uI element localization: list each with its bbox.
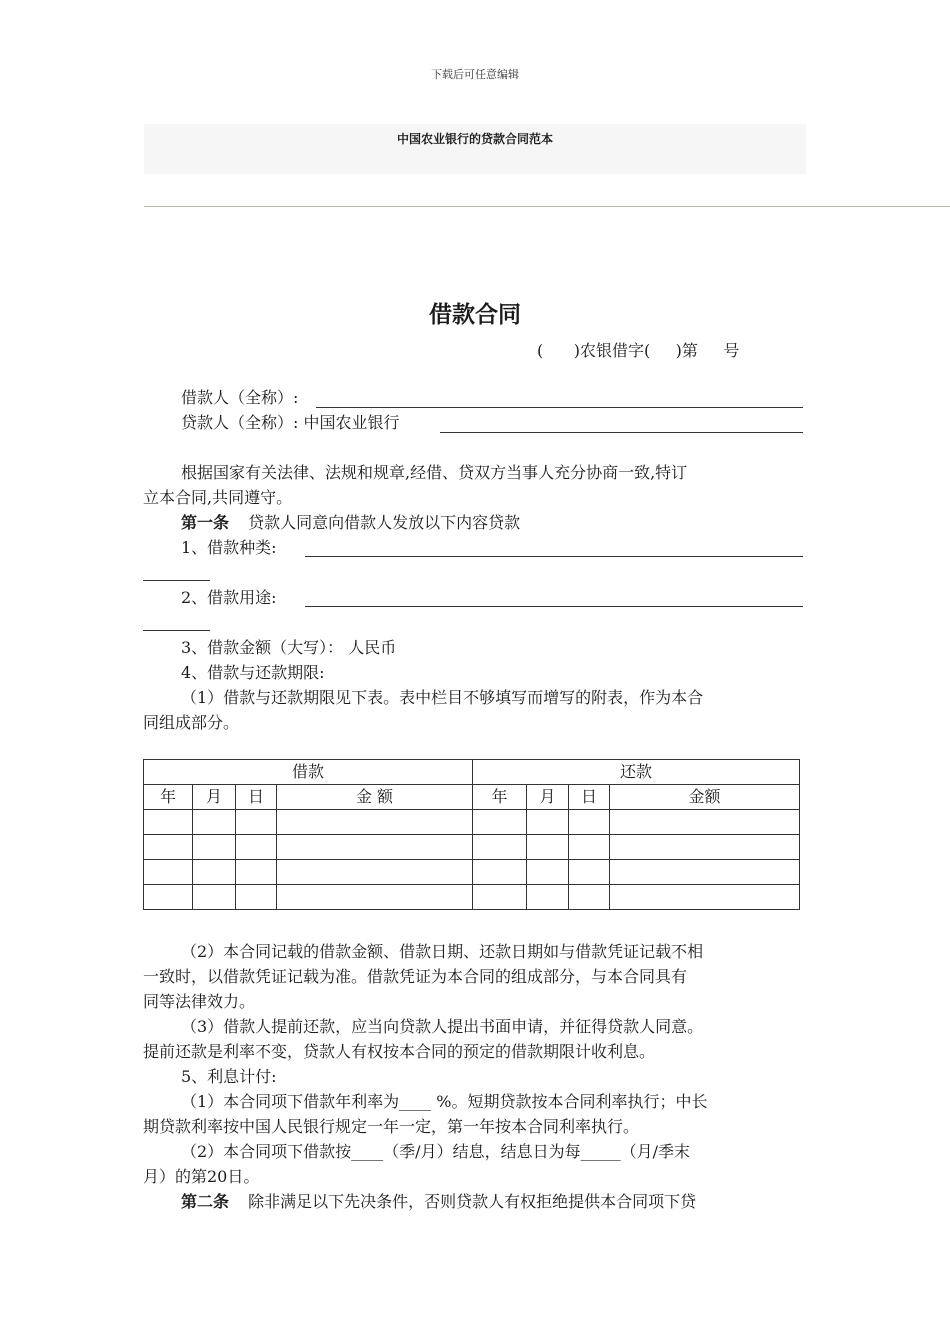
loan-purpose-label: 2、借款用途: bbox=[181, 588, 277, 607]
clause-2-line-1: （2）本合同记载的借款金额、借款日期、还款日期如与借款凭证记载不相 bbox=[181, 942, 704, 961]
table-cell[interactable] bbox=[569, 885, 610, 910]
clause-2-line-2: 一致时，以借款凭证记载为准。借款凭证为本合同的组成部分，与本合同具有 bbox=[143, 967, 688, 986]
table-cell[interactable] bbox=[144, 860, 193, 885]
loan-year-header: 年 bbox=[144, 785, 193, 810]
clause-3-line-2: 提前还款是利率不变，贷款人有权按本合同的预定的借款期限计收利息。 bbox=[143, 1042, 656, 1061]
table-row bbox=[144, 860, 800, 885]
header-band bbox=[144, 124, 806, 174]
article-2-heading: 第二条 bbox=[181, 1192, 230, 1211]
table-cell[interactable] bbox=[193, 860, 236, 885]
clause-3-line-1: （3）借款人提前还款，应当向贷款人提出书面申请，并征得贷款人同意。 bbox=[181, 1017, 704, 1036]
article-2-text: 除非满足以下先决条件，否则贷款人有权拒绝提供本合同项下贷 bbox=[248, 1192, 697, 1211]
table-cell[interactable] bbox=[473, 885, 527, 910]
clause-2-line-3: 同等法律效力。 bbox=[143, 992, 256, 1011]
table-cell[interactable] bbox=[277, 885, 473, 910]
table-cell[interactable] bbox=[569, 835, 610, 860]
table-row bbox=[144, 835, 800, 860]
loan-purpose-blank-cont[interactable] bbox=[143, 630, 210, 631]
interest-2-line-1: （2）本合同项下借款按____（季/月）结息，结息日为每_____（月/季末 bbox=[181, 1142, 690, 1161]
intro-line-2: 立本合同,共同遵守。 bbox=[143, 488, 293, 507]
document-title: 借款合同 bbox=[429, 302, 521, 328]
interest-2-line-2: 月）的第20日。 bbox=[143, 1167, 260, 1186]
lender-label: 贷款人（全称）: 中国农业银行 bbox=[181, 413, 400, 432]
loan-type-label: 1、借款种类: bbox=[181, 538, 277, 557]
table-cell[interactable] bbox=[193, 885, 236, 910]
table-header-row bbox=[144, 785, 800, 810]
table-cell[interactable] bbox=[144, 810, 193, 835]
loan-repayment-table bbox=[143, 759, 800, 910]
repay-day-header: 日 bbox=[569, 785, 610, 810]
table-cell[interactable] bbox=[569, 860, 610, 885]
table-cell[interactable] bbox=[144, 885, 193, 910]
table-cell[interactable] bbox=[236, 860, 277, 885]
loan-term-1-line-1: （1）借款与还款期限见下表。表中栏目不够填写而增写的附表，作为本合 bbox=[181, 688, 704, 707]
article-1-text: 贷款人同意向借款人发放以下内容贷款 bbox=[248, 513, 521, 532]
table-cell[interactable] bbox=[473, 810, 527, 835]
table-cell[interactable] bbox=[610, 835, 800, 860]
borrower-blank[interactable] bbox=[316, 407, 803, 408]
table-cell[interactable] bbox=[569, 810, 610, 835]
contract-number: ( )农银借字( )第 号 bbox=[537, 341, 740, 360]
loan-amount-header: 金 额 bbox=[277, 785, 473, 810]
article-1 bbox=[181, 511, 520, 535]
article-1-heading: 第一条 bbox=[181, 513, 230, 532]
loan-purpose-blank[interactable] bbox=[305, 606, 803, 607]
table-cell[interactable] bbox=[473, 835, 527, 860]
loan-term-1-line-2: 同组成部分。 bbox=[143, 713, 240, 732]
table-cell[interactable] bbox=[193, 810, 236, 835]
header-band-title: 中国农业银行的贷款合同范本 bbox=[396, 132, 553, 146]
intro-line-1: 根据国家有关法律、法规和规章,经借、贷双方当事人充分协商一致,特订 bbox=[181, 463, 688, 482]
interest-label: 5、利息计付: bbox=[181, 1067, 277, 1086]
table-group-row bbox=[144, 760, 800, 785]
table-cell[interactable] bbox=[527, 860, 569, 885]
article-2 bbox=[181, 1190, 696, 1214]
loan-month-header: 月 bbox=[193, 785, 236, 810]
table-cell[interactable] bbox=[610, 885, 800, 910]
table-cell[interactable] bbox=[144, 835, 193, 860]
table-row bbox=[144, 885, 800, 910]
table-cell[interactable] bbox=[527, 885, 569, 910]
top-note: 下载后可任意编辑 bbox=[431, 68, 519, 81]
repay-amount-header: 金额 bbox=[610, 785, 800, 810]
table-cell[interactable] bbox=[473, 860, 527, 885]
loan-type-blank-cont[interactable] bbox=[143, 580, 210, 581]
table-cell[interactable] bbox=[527, 810, 569, 835]
interest-1-line-2: 期贷款利率按中国人民银行规定一年一定，第一年按本合同利率执行。 bbox=[143, 1117, 640, 1136]
header-rule bbox=[144, 206, 950, 207]
loan-term-label: 4、借款与还款期限: bbox=[181, 663, 325, 682]
loan-type-blank[interactable] bbox=[305, 556, 803, 557]
lender-blank[interactable] bbox=[440, 432, 803, 433]
table-cell[interactable] bbox=[236, 885, 277, 910]
table-cell[interactable] bbox=[277, 860, 473, 885]
table-cell[interactable] bbox=[277, 835, 473, 860]
table-cell[interactable] bbox=[610, 860, 800, 885]
loan-group-header: 借款 bbox=[144, 760, 473, 785]
table-cell[interactable] bbox=[277, 810, 473, 835]
repay-year-header: 年 bbox=[473, 785, 527, 810]
borrower-label: 借款人（全称）: bbox=[181, 388, 299, 407]
table-cell[interactable] bbox=[236, 835, 277, 860]
table-cell[interactable] bbox=[236, 810, 277, 835]
table-cell[interactable] bbox=[193, 835, 236, 860]
interest-1-line-1: （1）本合同项下借款年利率为____ %。短期贷款按本合同利率执行；中长 bbox=[181, 1092, 708, 1111]
loan-amount-label: 3、借款金额（大写）： 人民币 bbox=[181, 638, 397, 657]
repay-month-header: 月 bbox=[527, 785, 569, 810]
loan-day-header: 日 bbox=[236, 785, 277, 810]
table-cell[interactable] bbox=[610, 810, 800, 835]
table-row bbox=[144, 810, 800, 835]
repay-group-header: 还款 bbox=[473, 760, 800, 785]
table-cell[interactable] bbox=[527, 835, 569, 860]
